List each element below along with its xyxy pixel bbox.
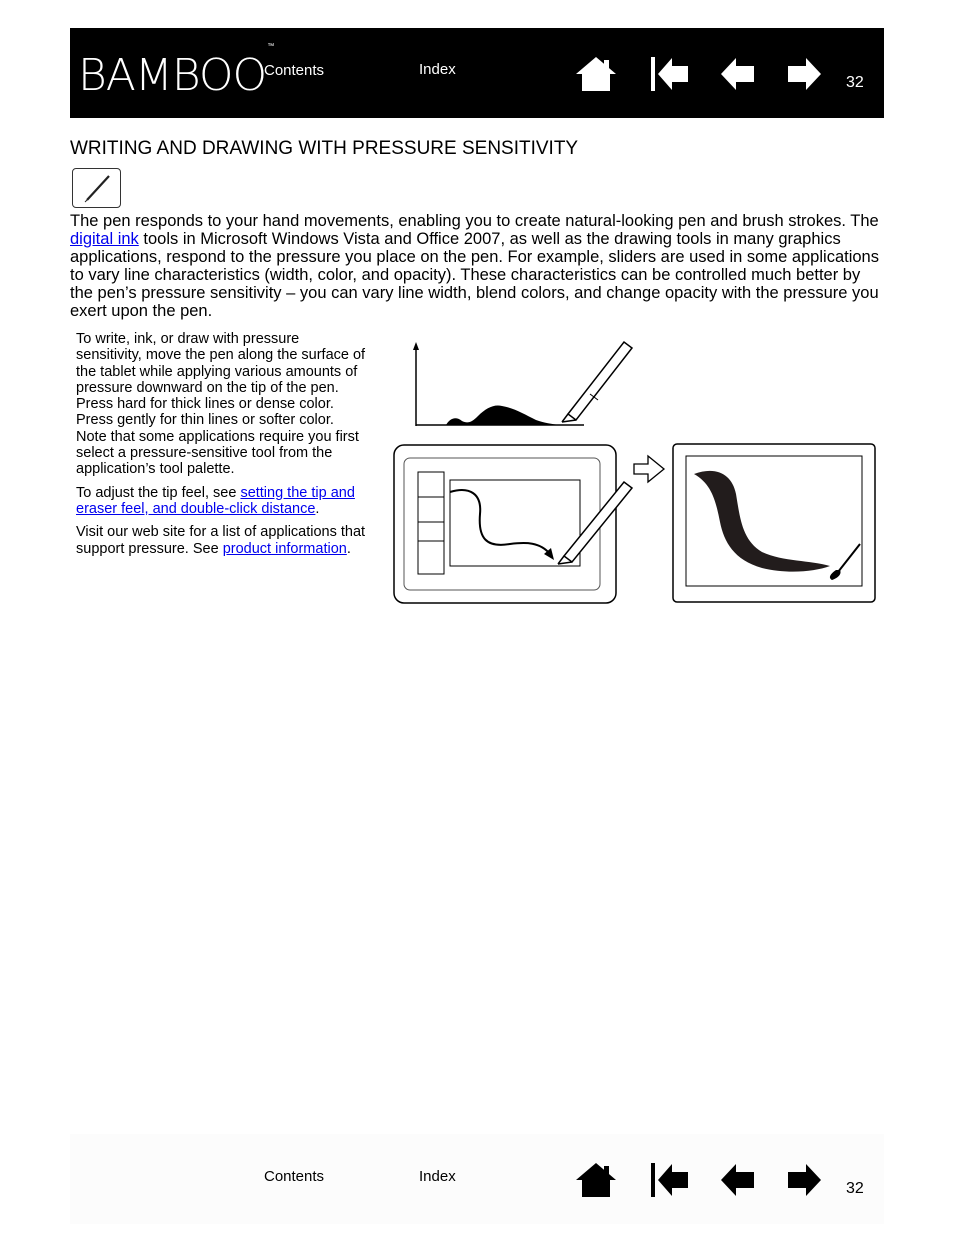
tip-feel-link[interactable]: setting the tip and eraser feel, and double-click distance	[76, 484, 355, 517]
pressure-graph	[413, 342, 584, 426]
footer-page-number: 32	[846, 1180, 864, 1197]
section-title: WRITING AND DRAWING WITH PRESSURE SENSITIVITY	[70, 138, 579, 159]
contents-link[interactable]: Contents	[264, 62, 325, 79]
product-information-link[interactable]: product information	[222, 540, 347, 557]
footer-next-page-icon[interactable]	[782, 1160, 826, 1200]
page-number: 32	[846, 74, 864, 91]
footer-contents-link[interactable]: Contents	[264, 1168, 325, 1185]
tip-feel-paragraph: To adjust the tip feel, see setting the tip and eraser feel, and double-click distance.	[76, 484, 355, 517]
next-page-icon[interactable]	[782, 54, 826, 94]
pen-tool-button[interactable]	[72, 168, 121, 208]
footer-home-icon[interactable]	[574, 1160, 618, 1200]
footer-first-page-icon[interactable]	[648, 1160, 692, 1200]
header-bar	[70, 28, 884, 118]
footer-previous-page-icon[interactable]	[716, 1160, 760, 1200]
right-arrow-icon	[634, 456, 664, 482]
index-link[interactable]: Index	[419, 61, 456, 78]
pressure-instructions: To write, ink, or draw with pressure sensitivity, move the pen along the surface of the tablet while applying various amounts of pressure downward on the tip of the pen. Press hard for thick lines or dense color. Press gently for thin lines or softer color. Note that some applications require you first select a pressure-sensitive tool from the application’s tool palette.	[76, 331, 366, 478]
home-icon[interactable]	[574, 54, 618, 94]
pen-icon	[73, 169, 120, 207]
intro-paragraph: The pen responds to your hand movements, enabling you to create natural-looking pen and brush strokes. The digital ink tools in Microsoft Windows Vista and Office 2007, as well as the drawing tools in many graphics applications, respond to the pressure you place on the pen. For example, sliders are used in some applications to vary line characteristics (width, color, and opacity). These characteristics can be controlled much better by the pen’s pressure sensitivity – you can vary line width, blend colors, and change opacity with the pressure you exert upon the pen.	[70, 212, 879, 320]
pressure-illustration	[390, 334, 880, 610]
side-text	[76, 331, 366, 564]
monitor-drawing	[673, 444, 875, 602]
website-paragraph: Visit our web site for a list of applications that support pressure. See product information.	[76, 524, 366, 557]
previous-page-icon[interactable]	[716, 54, 760, 94]
bamboo-logo: BAMBOO™	[78, 42, 274, 101]
tablet-drawing	[394, 445, 632, 603]
pen-drawing-top	[562, 342, 632, 422]
first-page-icon[interactable]	[648, 54, 692, 94]
digital-ink-link[interactable]: digital ink	[70, 230, 139, 248]
footer-index-link[interactable]: Index	[419, 1168, 456, 1185]
footer-bar	[70, 1134, 884, 1224]
